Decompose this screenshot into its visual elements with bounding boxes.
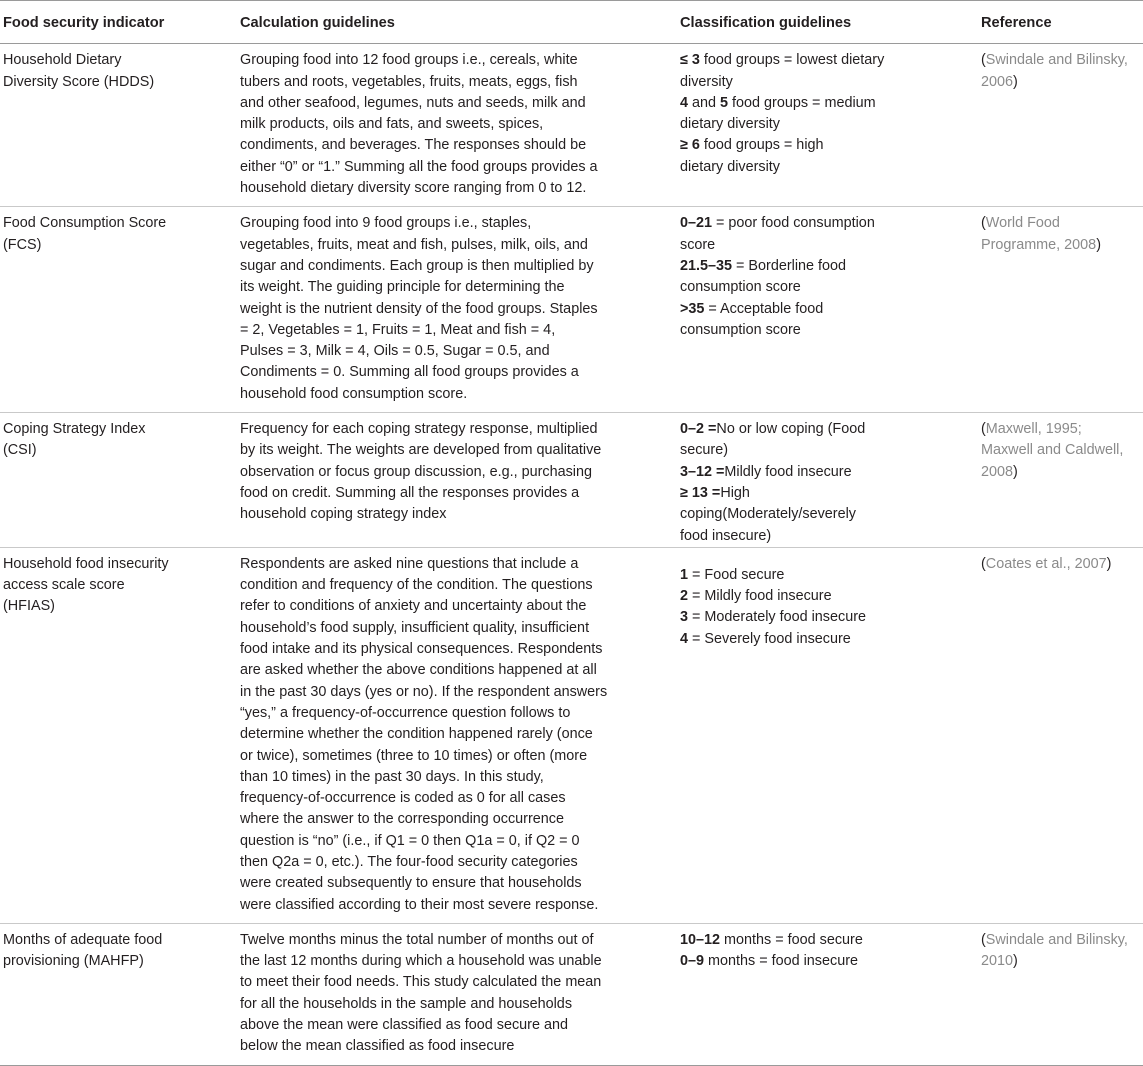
classification-value: 2 — [680, 588, 689, 605]
calculation-text: for all the households in the sample and households — [240, 995, 573, 1012]
calculation-text: either “0” or “1.” Summing all the food groups provides a — [240, 158, 598, 175]
classification-text: months = food insecure — [704, 953, 859, 970]
classification-text: coping(Moderately/severely — [680, 506, 856, 523]
indicator-text: (FCS) — [3, 236, 42, 253]
classification-value: 5 — [720, 94, 729, 111]
reference-text[interactable]: Swindale and Bilinsky, — [985, 931, 1128, 948]
indicator-cell — [0, 547, 240, 923]
table-row — [0, 207, 1143, 413]
calculation-text: than 10 times) in the past 30 days. In this study, — [240, 768, 544, 785]
reference-link[interactable] — [981, 930, 1129, 951]
reference-link[interactable] — [981, 951, 1129, 972]
indicator-text: (HFIAS) — [3, 598, 55, 615]
paren: ) — [1096, 236, 1101, 253]
paren: ( — [981, 215, 986, 232]
classification-line — [680, 607, 967, 628]
classification-value: >35 — [680, 300, 705, 317]
reference-text[interactable]: 2010 — [981, 953, 1014, 970]
classification-text: = Acceptable food — [704, 300, 824, 317]
classification-cell — [680, 44, 981, 207]
calculation-text: condiments, and beverages. The responses should be — [240, 137, 587, 154]
classification-line — [680, 157, 967, 178]
classification-line — [680, 629, 967, 650]
classification-line — [680, 277, 967, 298]
reference-link[interactable] — [981, 440, 1129, 461]
table-row — [0, 44, 1143, 207]
classification-value: 21.5–35 — [680, 257, 733, 274]
calculation-text: Twelve months minus the total number of months out of — [240, 931, 594, 948]
classification-value: ≥ 13 = — [680, 484, 721, 501]
classification-line — [680, 504, 967, 525]
header-classification: Classification guidelines — [680, 1, 981, 44]
indicator-text: provisioning (MAHFP) — [3, 953, 144, 970]
indicator-text: Months of adequate food — [3, 931, 163, 948]
indicator-text: access scale score — [3, 577, 125, 594]
indicator-text: Household Dietary — [3, 52, 122, 69]
reference-cell — [981, 547, 1143, 923]
classification-value: 4 — [680, 630, 689, 647]
classification-line — [680, 526, 967, 547]
classification-line — [680, 419, 967, 440]
calculation-text: observation or focus group discussion, e.g., purchasing — [240, 463, 592, 480]
indicator-text: Food Consumption Score — [3, 215, 167, 232]
calculation-cell — [240, 44, 680, 207]
classification-value: 3 — [680, 609, 689, 626]
classification-text: food groups = medium — [728, 94, 876, 111]
calculation-text: Pulses = 3, Milk = 4, Oils = 0.5, Sugar = 0.5, and — [240, 343, 550, 360]
classification-text: food groups = high — [699, 137, 824, 154]
indicator-text: Coping Strategy Index — [3, 421, 146, 438]
classification-value: 0–21 — [680, 215, 713, 232]
classification-value: 10–12 — [680, 931, 721, 948]
calculation-text: tubers and roots, vegetables, fruits, meats, eggs, fish — [240, 73, 578, 90]
calculation-text: in the past 30 days (yes or no). If the respondent answers — [240, 683, 608, 700]
classification-line — [680, 299, 967, 320]
calculation-text: Condiments = 0. Summing all food groups provides a — [240, 364, 579, 381]
indicator-text: Diversity Score (HDDS) — [3, 73, 155, 90]
calculation-text: vegetables, fruits, meat and fish, pulses, milk, oils, and — [240, 236, 588, 253]
calculation-text: and other seafood, legumes, nuts and seeds, milk and — [240, 94, 586, 111]
classification-line — [680, 483, 967, 504]
classification-value: 0–2 = — [680, 421, 717, 438]
classification-line — [680, 586, 967, 607]
header-indicator: Food security indicator — [0, 1, 240, 44]
calculation-text: Frequency for each coping strategy response, multiplied — [240, 421, 598, 438]
classification-line — [680, 951, 967, 972]
calculation-text: below the mean classified as food insecure — [240, 1038, 515, 1055]
paren: ) — [1013, 463, 1018, 480]
classification-text: dietary diversity — [680, 158, 780, 175]
classification-value: ≥ 6 — [680, 137, 700, 154]
calculation-text: refer to conditions of anxiety and uncertainty about the — [240, 598, 587, 615]
paren: ) — [1013, 73, 1018, 90]
classification-line — [680, 93, 967, 114]
indicator-cell — [0, 44, 240, 207]
paren: ( — [981, 421, 986, 438]
calculation-text: to meet their food needs. This study calculated the mean — [240, 974, 602, 991]
calculation-text: food on credit. Summing all the responses provides a — [240, 484, 580, 501]
indicator-cell — [0, 413, 240, 548]
reference-cell — [981, 413, 1143, 548]
table-row — [0, 547, 1143, 923]
reference-cell — [981, 44, 1143, 207]
calculation-text: household food consumption score. — [240, 385, 468, 402]
classification-value: 3–12 = — [680, 463, 725, 480]
classification-cell — [680, 413, 981, 548]
calculation-text: question is “no” (i.e., if Q1 = 0 then Q1a = 0, if Q2 = 0 — [240, 832, 580, 849]
classification-cell — [680, 547, 981, 923]
classification-line — [680, 930, 967, 951]
classification-text: dietary diversity — [680, 116, 780, 133]
reference-link[interactable] — [981, 554, 1129, 575]
paren: ( — [981, 52, 986, 69]
calculation-text: condition and frequency of the condition. The questions — [240, 577, 593, 594]
calculation-text: Respondents are asked nine questions that include a — [240, 555, 579, 572]
calculation-text: are asked whether the above conditions happened at all — [240, 662, 597, 679]
classification-text: = Moderately food insecure — [688, 609, 867, 626]
reference-text[interactable]: Swindale and Bilinsky, — [985, 52, 1128, 69]
reference-cell — [981, 923, 1143, 1065]
reference-text[interactable]: Maxwell and Caldwell, — [981, 442, 1124, 459]
table-row — [0, 923, 1143, 1065]
classification-text: Mildly food insecure — [724, 463, 852, 480]
indicator-cell — [0, 923, 240, 1065]
indicator-text: (CSI) — [3, 442, 37, 459]
classification-value: 1 — [680, 566, 689, 583]
calculation-text: determine whether the condition happened rarely (once — [240, 726, 593, 743]
classification-text: High — [720, 484, 750, 501]
calculation-text: by its weight. The weights are developed from qualitative — [240, 442, 602, 459]
classification-line — [680, 72, 967, 93]
calculation-text: where the answer to the corresponding occurrence — [240, 811, 564, 828]
calculation-text: above the mean were classified as food secure and — [240, 1017, 568, 1034]
classification-text: = Severely food insecure — [688, 630, 851, 647]
reference-text[interactable]: World Food — [985, 215, 1060, 232]
table-row — [0, 413, 1143, 548]
calculation-cell — [240, 413, 680, 548]
classification-cell — [680, 923, 981, 1065]
calculation-text: household dietary diversity score ranging from 0 to 12. — [240, 180, 587, 197]
classification-line — [680, 320, 967, 341]
paren: ) — [1013, 953, 1018, 970]
reference-link[interactable] — [981, 235, 1129, 256]
header-row — [0, 1, 1143, 44]
classification-line — [680, 135, 967, 156]
classification-text: = poor food consumption — [712, 215, 875, 232]
calculation-text: Grouping food into 9 food groups i.e., staples, — [240, 215, 532, 232]
paren: ) — [1106, 555, 1112, 572]
calculation-text: the last 12 months during which a household was unable — [240, 953, 602, 970]
reference-text[interactable]: 2006 — [981, 73, 1014, 90]
classification-text: consumption score — [680, 321, 801, 338]
classification-text: diversity — [680, 73, 733, 90]
calculation-text: Grouping food into 12 food groups i.e., cereals, white — [240, 52, 578, 69]
reference-link[interactable] — [981, 419, 1129, 440]
reference-cell — [981, 207, 1143, 413]
reference-text[interactable]: Maxwell, 1995; — [985, 421, 1082, 438]
calculation-text: sugar and condiments. Each group is then multiplied by — [240, 257, 594, 274]
classification-text: consumption score — [680, 279, 801, 296]
classification-text: and — [688, 94, 721, 111]
reference-text[interactable]: Programme, 2008 — [981, 236, 1097, 253]
classification-line — [680, 565, 967, 586]
classification-value: 0–9 — [680, 953, 705, 970]
calculation-cell — [240, 923, 680, 1065]
calculation-text: milk products, oils and fats, and sweets, spices, — [240, 116, 544, 133]
classification-cell — [680, 207, 981, 413]
calculation-text: = 2, Vegetables = 1, Fruits = 1, Meat and fish = 4, — [240, 321, 556, 338]
classification-text: secure) — [680, 442, 728, 459]
classification-text: = Mildly food insecure — [688, 588, 832, 605]
calculation-text: “yes,” a frequency-of-occurrence question follows to — [240, 704, 571, 721]
reference-link[interactable] — [981, 72, 1129, 93]
calculation-text: food intake and its physical consequences. Respondents — [240, 641, 603, 658]
calculation-text: frequency-of-occurrence is coded as 0 for all cases — [240, 790, 566, 807]
paren: ( — [981, 931, 986, 948]
classification-line — [680, 50, 967, 71]
classification-line — [680, 440, 967, 461]
calculation-text: were classified according to their most severe response. — [240, 896, 599, 913]
reference-link[interactable] — [981, 462, 1129, 483]
calculation-text: weight is the nutrient density of the food groups. Staples — [240, 300, 598, 317]
reference-text[interactable]: Coates et al., 2007 — [985, 555, 1107, 572]
calculation-text: its weight. The guiding principle for determining the — [240, 279, 565, 296]
reference-link[interactable] — [981, 213, 1129, 234]
paren: ( — [981, 555, 986, 572]
classification-text: = Food secure — [688, 566, 785, 583]
indicator-text: Household food insecurity — [3, 555, 169, 572]
header-reference: Reference — [981, 1, 1143, 44]
classification-line — [680, 235, 967, 256]
calculation-text: then Q2a = 0, etc.). The four-food security categories — [240, 853, 578, 870]
classification-text: food insecure) — [680, 527, 772, 544]
classification-text: = Borderline food — [732, 257, 847, 274]
header-calculation: Calculation guidelines — [240, 1, 680, 44]
classification-value: ≤ 3 — [680, 52, 700, 69]
reference-link[interactable] — [981, 50, 1129, 71]
classification-line — [680, 462, 967, 483]
classification-text: score — [680, 236, 716, 253]
classification-value: 4 — [680, 94, 689, 111]
calculation-text: household coping strategy index — [240, 506, 447, 523]
classification-text: months = food secure — [720, 931, 863, 948]
calculation-cell — [240, 547, 680, 923]
calculation-text: were created subsequently to ensure that households — [240, 875, 582, 892]
classification-line — [680, 114, 967, 135]
calculation-cell — [240, 207, 680, 413]
classification-text: No or low coping (Food — [716, 421, 866, 438]
calculation-text: household’s food supply, insufficient quality, insufficient — [240, 619, 590, 636]
reference-text[interactable]: 2008 — [981, 463, 1014, 480]
calculation-text: or twice), sometimes (three to 10 times) or often (more — [240, 747, 588, 764]
classification-line — [680, 256, 967, 277]
classification-line — [680, 213, 967, 234]
indicator-cell — [0, 207, 240, 413]
classification-text: food groups = lowest dietary — [699, 52, 885, 69]
